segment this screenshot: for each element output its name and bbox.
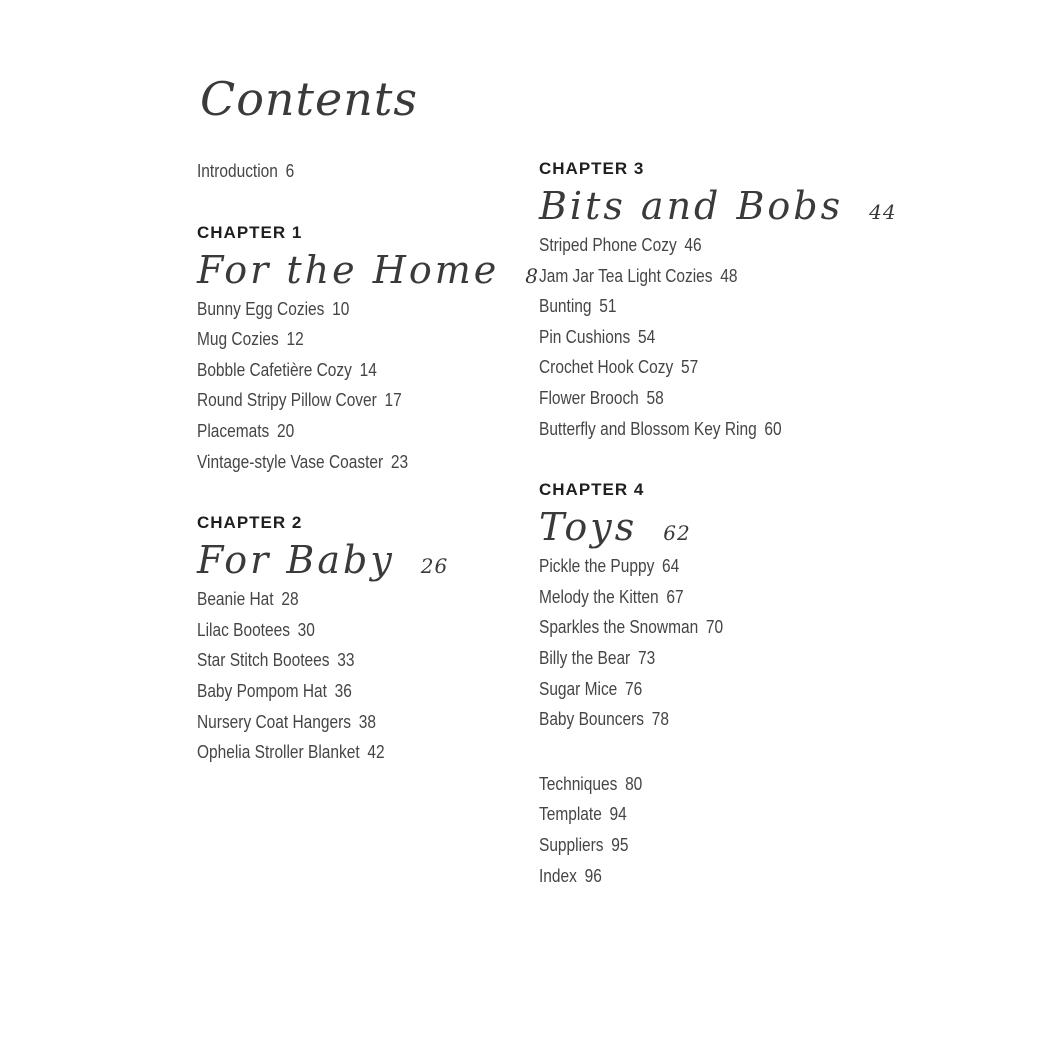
toc-entry bbox=[197, 294, 472, 325]
entry-page: 57 bbox=[680, 357, 699, 378]
toc-entry bbox=[197, 447, 472, 478]
chapter-title-text: Toys bbox=[539, 505, 638, 550]
entry-page: 80 bbox=[625, 773, 643, 794]
entry-page: 23 bbox=[390, 451, 409, 472]
toc-entry bbox=[539, 674, 900, 705]
chapter-4-section bbox=[539, 477, 959, 735]
entry-label: Sparkles the Snowman bbox=[539, 617, 699, 638]
entry-page: 60 bbox=[764, 418, 782, 439]
entry-label: Lilac Bootees bbox=[197, 619, 290, 640]
toc-entry-introduction bbox=[197, 156, 472, 187]
toc-entry bbox=[539, 643, 900, 674]
entry-page: 70 bbox=[705, 617, 724, 638]
entry-page: 6 bbox=[285, 161, 295, 181]
toc-entry bbox=[197, 676, 472, 707]
entry-label: Index bbox=[539, 865, 577, 886]
page-title: Contents bbox=[200, 72, 418, 126]
toc-entry bbox=[539, 799, 900, 830]
chapter-title-text: For Baby bbox=[197, 538, 395, 583]
entry-page: 67 bbox=[666, 586, 684, 607]
entry-page: 94 bbox=[609, 804, 627, 825]
chapter-title-text: For the Home bbox=[197, 247, 500, 292]
chapter-page: 44 bbox=[869, 200, 897, 224]
toc-entry bbox=[539, 230, 900, 261]
toc-entry bbox=[539, 383, 900, 414]
toc-entry bbox=[539, 769, 900, 800]
entry-label: Template bbox=[539, 804, 602, 825]
entry-label: Bunting bbox=[539, 296, 592, 317]
entry-page: 73 bbox=[637, 647, 656, 668]
toc-entry bbox=[197, 737, 472, 768]
chapter-page: 62 bbox=[663, 521, 691, 546]
entry-label: Beanie Hat bbox=[197, 589, 274, 610]
entry-label: Ophelia Stroller Blanket bbox=[197, 742, 360, 763]
toc-entry bbox=[197, 615, 472, 646]
entry-page: 51 bbox=[599, 296, 617, 317]
chapter-title bbox=[539, 182, 959, 230]
entry-label: Bunny Egg Cozies bbox=[197, 298, 325, 319]
entry-page: 95 bbox=[611, 834, 629, 855]
entry-label: Striped Phone Cozy bbox=[539, 235, 677, 255]
toc-entry bbox=[197, 385, 472, 416]
entry-label: Baby Pompom Hat bbox=[197, 680, 327, 701]
toc-entry bbox=[539, 830, 900, 861]
left-column bbox=[197, 156, 539, 768]
toc-entry bbox=[197, 355, 472, 386]
toc-entry bbox=[197, 584, 472, 615]
entry-label: Melody the Kitten bbox=[539, 586, 659, 607]
toc-entry bbox=[539, 261, 900, 292]
toc-entry bbox=[197, 645, 472, 676]
toc-entry bbox=[539, 861, 900, 892]
entry-label: Crochet Hook Cozy bbox=[539, 357, 674, 378]
entry-label: Suppliers bbox=[539, 834, 604, 855]
entry-label: Introduction bbox=[197, 161, 278, 181]
chapter-title bbox=[197, 536, 517, 584]
entry-label: Techniques bbox=[539, 773, 618, 794]
entry-label: Pickle the Puppy bbox=[539, 556, 655, 577]
entry-page: 36 bbox=[334, 680, 352, 701]
entry-page: 33 bbox=[337, 650, 355, 671]
chapter-2-section bbox=[197, 510, 517, 768]
entry-page: 12 bbox=[286, 329, 304, 350]
entry-label: Flower Brooch bbox=[539, 387, 639, 408]
chapter-3-section bbox=[539, 156, 959, 444]
entry-label: Pin Cushions bbox=[539, 326, 631, 347]
entry-label: Placemats bbox=[197, 420, 270, 441]
chapter-label: CHAPTER 1 bbox=[197, 222, 303, 242]
toc-entry bbox=[539, 612, 900, 643]
toc-entry bbox=[539, 414, 900, 445]
entry-label: Sugar Mice bbox=[539, 678, 618, 699]
entry-label: Mug Cozies bbox=[197, 329, 279, 350]
entry-page: 48 bbox=[720, 265, 738, 286]
entry-label: Butterfly and Blossom Key Ring bbox=[539, 418, 757, 439]
entry-page: 42 bbox=[367, 742, 385, 763]
chapter-label: CHAPTER 4 bbox=[539, 480, 645, 500]
entry-page: 38 bbox=[358, 711, 376, 732]
toc-entry bbox=[539, 551, 900, 582]
entry-page: 10 bbox=[332, 298, 350, 319]
chapter-label: CHAPTER 3 bbox=[539, 159, 645, 178]
chapter-title-text: Bits and Bobs bbox=[539, 184, 844, 228]
entry-label: Baby Bouncers bbox=[539, 709, 644, 730]
toc-entry bbox=[539, 582, 900, 613]
entry-page: 76 bbox=[625, 678, 643, 699]
toc-entry bbox=[197, 416, 472, 447]
entry-label: Jam Jar Tea Light Cozies bbox=[539, 265, 713, 286]
entry-page: 28 bbox=[281, 589, 299, 610]
chapter-1-section bbox=[197, 220, 539, 478]
entry-page: 14 bbox=[359, 359, 377, 380]
entry-page: 20 bbox=[277, 420, 295, 441]
entry-page: 46 bbox=[684, 235, 702, 255]
right-column bbox=[539, 156, 959, 891]
entry-page: 64 bbox=[662, 556, 680, 577]
chapter-page: 8 bbox=[525, 263, 539, 288]
toc-entry bbox=[539, 322, 900, 353]
toc-entry bbox=[539, 704, 900, 735]
entry-page: 96 bbox=[584, 865, 602, 886]
entry-label: Nursery Coat Hangers bbox=[197, 711, 352, 732]
entry-page: 54 bbox=[637, 326, 656, 347]
entry-label: Star Stitch Bootees bbox=[197, 650, 330, 671]
entry-label: Bobble Cafetière Cozy bbox=[197, 359, 352, 380]
toc-entry bbox=[539, 291, 900, 322]
toc-entry bbox=[197, 707, 472, 738]
chapter-title bbox=[197, 246, 539, 294]
toc-entry bbox=[539, 352, 900, 383]
toc-entry bbox=[197, 324, 472, 355]
entry-label: Round Stripy Pillow Cover bbox=[197, 390, 377, 411]
entry-label: Vintage-style Vase Coaster bbox=[197, 451, 384, 472]
entry-label: Billy the Bear bbox=[539, 647, 631, 668]
chapter-label: CHAPTER 2 bbox=[197, 513, 303, 533]
entry-page: 58 bbox=[646, 387, 664, 408]
chapter-title bbox=[539, 503, 959, 551]
entry-page: 17 bbox=[384, 390, 402, 411]
entry-page: 78 bbox=[651, 709, 669, 730]
entry-page: 30 bbox=[297, 619, 315, 640]
back-matter-section bbox=[539, 769, 959, 891]
chapter-page: 26 bbox=[420, 554, 449, 579]
